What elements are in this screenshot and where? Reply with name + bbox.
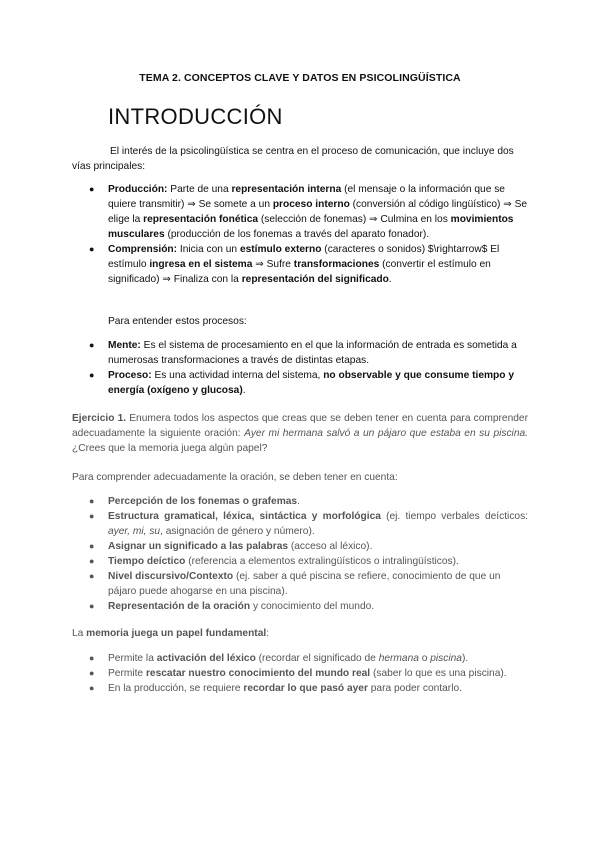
bullet-icon: ● [89,541,95,551]
comprender-paragraph: Para comprender adecuadamente la oración, se deben tener en cuenta: [72,472,398,483]
bullet-icon: ● [89,496,95,506]
list-item: ● Tiempo deíctico (referencia a elementos extralingüísticos o intralingüísticos). [89,556,459,567]
vias-list [72,182,528,287]
bullet-icon: ● [89,370,95,380]
section-heading: INTRODUCCIÓN [108,104,283,129]
list-item: ● Asignar un significado a las palabras (acceso al léxico). [89,541,373,552]
bullet-icon: ● [89,511,95,521]
bullet-icon: ● [89,340,95,350]
document-title: TEMA 2. CONCEPTOS CLAVE Y DATOS EN PSICOLINGÜÍSTICA [139,72,461,84]
memoria-list [72,651,528,696]
bullet-icon: ● [89,556,95,566]
bullet-icon: ● [89,184,95,194]
entender-paragraph: Para entender estos procesos: [108,316,247,327]
bullet-icon: ● [89,653,95,663]
bullet-icon: ● [89,683,95,693]
procesos-list [72,338,528,398]
bullet-icon: ● [89,571,95,581]
list-item-comprension: ● Comprensión: Inicia con un estímulo externo (caracteres o sonidos) $\rightarrow$ El estímulo ingresa en el sistema ⇒ Sufre transformaciones (convertir el estímulo en significado) ⇒ Finaliza con la representación del significado. [89,244,500,285]
intro-paragraph: El interés de la psicolingüística se centra en el proceso de comunicación, que incluye dos vías principales: [72,146,514,172]
aspectos-list [72,494,528,614]
list-item: ● Estructura gramatical, léxica, sintáctica y morfológica (ej. tiempo verbales deícticos: ayer, mi, su, asignación de género y número). [89,511,529,537]
list-item-proceso: ● Proceso: Es una actividad interna del sistema, no observable y que consume tiempo y energía (oxígeno y glucosa). [89,370,514,396]
list-item: ● En la producción, se requiere recordar lo que pasó ayer para poder contarlo. [89,683,462,694]
memoria-paragraph: La memoria juega un papel fundamental: [72,628,270,639]
bullet-icon: ● [89,668,95,678]
list-item-produccion: ● Producción: Parte de una representación interna (el mensaje o la información que se quiere transmitir) ⇒ Se somete a un proceso interno (conversión al código lingüístico) ⇒ Se elige la representación fonética (selección de fonemas) ⇒ Culmina en los movimientos musculares (producción de los fonemas a través del aparato fonador). [89,184,528,240]
list-item: ● Percepción de los fonemas o grafemas. [89,496,300,507]
list-item: ● Permite la activación del léxico (recordar el significado de hermana o piscina). [89,653,469,664]
ejercicio-paragraph: Ejercicio 1. Enumera todos los aspectos que creas que se deben tener en cuenta para comprender adecuadamente la siguiente oración: Ayer mi hermana salvó a un pájaro que estaba en su piscina. ¿Crees que la memoria juega algún papel? [72,413,528,454]
list-item: ● Nivel discursivo/Contexto (ej. saber a qué piscina se refiere, conocimiento de que un pájaro puede ahogarse en una piscina). [89,571,501,597]
list-item: ● Representación de la oración y conocimiento del mundo. [89,601,375,612]
list-item: ● Permite rescatar nuestro conocimiento del mundo real (saber lo que es una piscina). [89,668,507,679]
bullet-icon: ● [89,601,95,611]
bullet-icon: ● [89,244,95,254]
list-item-mente: ● Mente: Es el sistema de procesamiento en el que la información de entrada es sometida a numerosas transformaciones a través de distintas etapas. [89,340,517,366]
